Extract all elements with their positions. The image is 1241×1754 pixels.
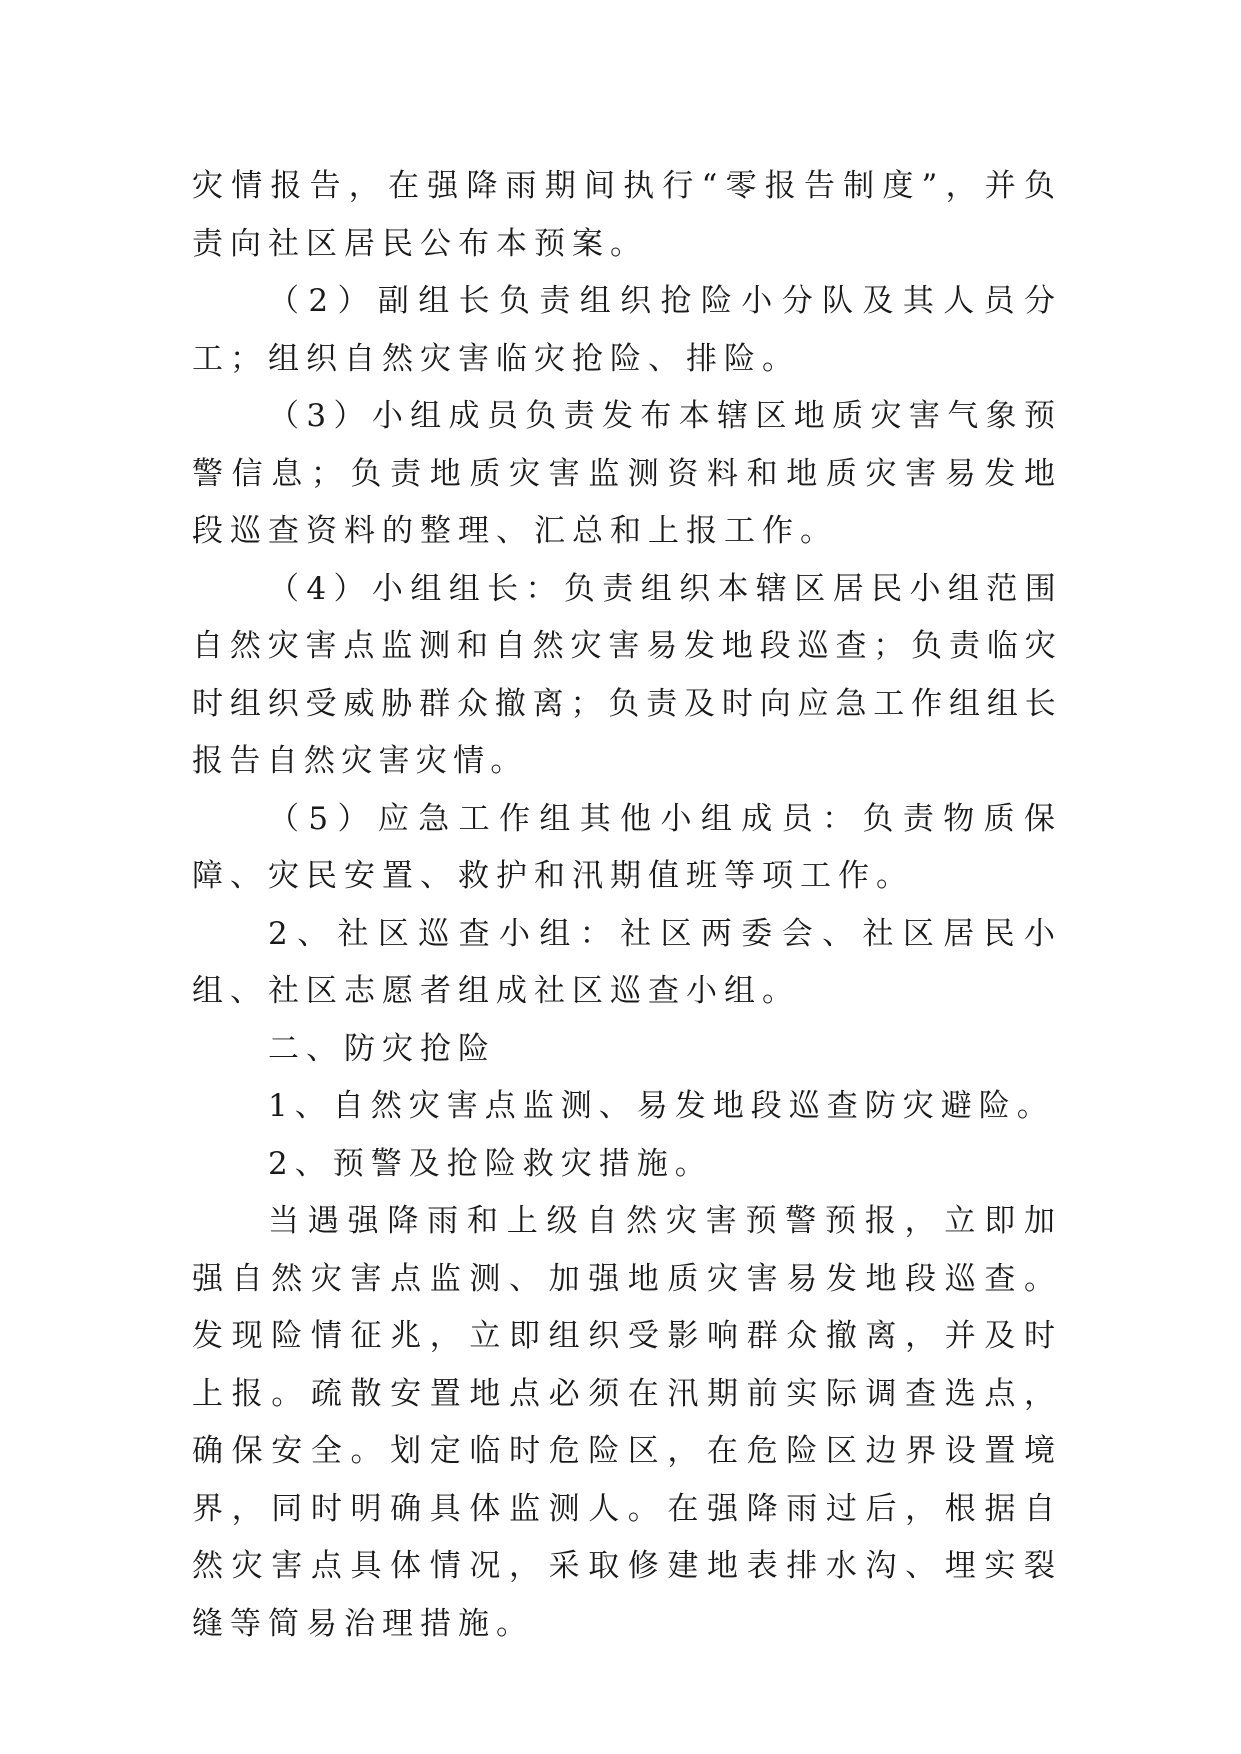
paragraph-deputy-leader-duties: （2）副组长负责组织抢险小分队及其人员分工；组织自然灾害临灾抢险、排险。: [192, 283, 1062, 377]
list-item-monitoring-patrol: 1、自然灾害点监测、易发地段巡查防灾避险。: [268, 1088, 1055, 1124]
paragraph-other-members-duties: （5）应急工作组其他小组成员：负责物质保障、灾民安置、救护和汛期值班等项工作。: [192, 800, 1062, 894]
paragraph-heavy-rain-response: 当遇强降雨和上级自然灾害预警预报，立即加强自然灾害点监测、加强地质灾害易发地段巡查。发现险情征兆，立即组织受影响群众撤离，并及时上报。疏散安置地点必须在汛期前实际调查选点，确保安全。划定临时危险区，在危险区边界设置境界，同时明确具体监测人。在强降雨过后，根据自然灾害点具体情况，采取修建地表排水沟、埋实裂缝等简易治理措施。: [192, 1203, 1062, 1642]
paragraph-disaster-report-continuation: 灾情报告，在强降雨期间执行“零报告制度”，并负责向社区居民公布本预案。: [192, 168, 1062, 262]
paragraph-group-leader-duties: （4）小组组长：负责组织本辖区居民小组范围自然灾害点监测和自然灾害易发地段巡查；负责临灾时组织受威胁群众撤离；负责及时向应急工作组组长报告自然灾害灾情。: [192, 570, 1062, 779]
section-heading-disaster-prevention: 二、防灾抢险: [268, 1030, 496, 1067]
paragraph-community-patrol-group: 2、社区巡查小组：社区两委会、社区居民小组、社区志愿者组成社区巡查小组。: [192, 915, 1062, 1009]
document-body: [192, 158, 1062, 1653]
paragraph-team-member-duties: （3）小组成员负责发布本辖区地质灾害气象预警信息；负责地质灾害监测资料和地质灾害易发地段巡查资料的整理、汇总和上报工作。: [192, 398, 1062, 549]
list-item-warning-rescue-measures: 2、预警及抢险救灾措施。: [268, 1145, 713, 1182]
